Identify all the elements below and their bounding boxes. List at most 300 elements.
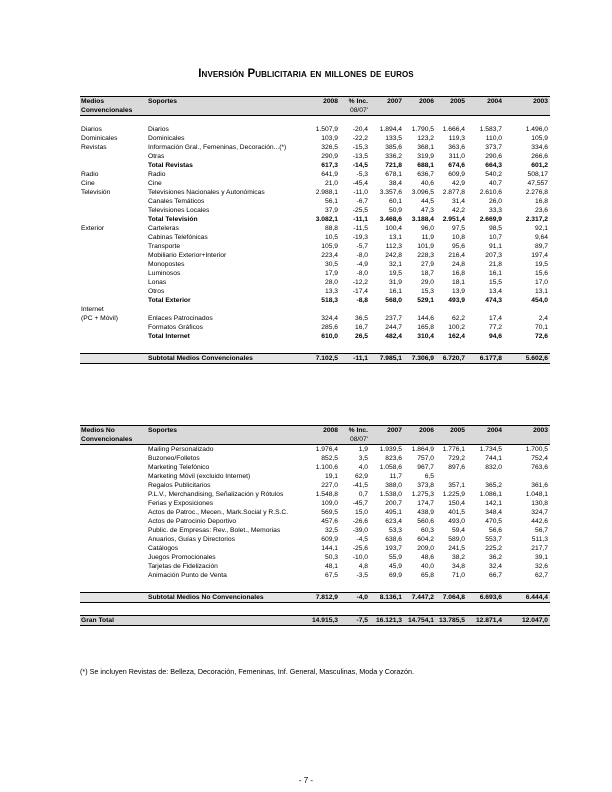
value-cell: 26,5 <box>354 333 368 340</box>
value-cell: 334,6 <box>531 144 548 151</box>
value-cell: 48,1 <box>324 563 338 570</box>
value-cell: -11,1 <box>353 216 368 223</box>
value-cell: 2.317,2 <box>525 216 548 223</box>
header-c9: 2003 <box>504 426 550 436</box>
value-cell: 29,0 <box>420 279 434 286</box>
value-cell: 16,7 <box>354 324 368 331</box>
value-cell: 897,6 <box>448 464 465 471</box>
table-row <box>80 233 550 242</box>
medio-cell <box>80 197 147 206</box>
header-blank <box>504 435 550 445</box>
value-cell: 729,2 <box>448 455 465 462</box>
value-cell: 59,4 <box>451 527 465 534</box>
table-row <box>80 472 550 481</box>
table-row <box>80 305 550 314</box>
value-cell: 50,9 <box>388 207 402 214</box>
value-cell: 109,0 <box>321 500 338 507</box>
medio-cell: Dominicales <box>81 135 118 142</box>
spacer-cell <box>467 580 504 593</box>
value-cell: 752,4 <box>531 455 548 462</box>
value-cell: 7.306,9 <box>404 354 436 364</box>
value-cell: 144,1 <box>321 545 338 552</box>
medio-cell <box>80 161 147 170</box>
value-cell: 40,7 <box>488 180 502 187</box>
value-cell: 71,0 <box>451 572 465 579</box>
value-cell: 13,4 <box>488 288 502 295</box>
value-cell: 89,7 <box>534 243 548 250</box>
value-cell: 4,0 <box>358 464 368 471</box>
value-cell: 326,5 <box>321 144 338 151</box>
value-cell: 34,8 <box>451 563 465 570</box>
table-row <box>80 161 550 170</box>
spacer-cell <box>147 580 299 593</box>
spacer-cell <box>404 341 436 354</box>
soporte-cell: Tarjetas de Fidelización <box>148 563 218 570</box>
header-c6: 2006 <box>404 426 436 436</box>
header-blank <box>370 435 404 445</box>
value-cell: 721,8 <box>385 162 402 169</box>
value-cell: 11,9 <box>421 234 434 241</box>
medio-cell <box>80 463 147 472</box>
table-header-row <box>80 106 550 116</box>
spacer-row <box>80 603 550 616</box>
medio-cell <box>80 454 147 463</box>
soporte-cell: Regalos Publicitarios <box>148 482 211 489</box>
value-cell: 197,4 <box>531 252 548 259</box>
value-cell: 601,2 <box>531 162 548 169</box>
value-cell: 357,1 <box>448 482 465 489</box>
table-row <box>80 332 550 341</box>
value-cell: 36,2 <box>488 554 502 561</box>
subtotal-label: Subtotal Medios Convencionales <box>147 354 299 364</box>
table-row <box>80 571 550 580</box>
table-row <box>80 562 550 571</box>
value-cell: 39,1 <box>534 554 548 561</box>
header-blank <box>299 435 340 445</box>
value-cell: 17,4 <box>488 315 502 322</box>
spacer-cell <box>370 116 404 126</box>
value-cell: 42,2 <box>451 207 465 214</box>
medio-cell: Radio <box>81 171 99 178</box>
blank-cell <box>147 616 299 626</box>
value-cell: 540,2 <box>485 171 502 178</box>
soporte-cell: Actos de Patrocinio Deportivo <box>148 518 237 525</box>
value-cell: 823,6 <box>385 455 402 462</box>
value-cell: 832,0 <box>485 464 502 471</box>
value-cell: -4,0 <box>340 593 370 603</box>
soporte-cell: P.L.V., Merchandising, Señalización y Rótulos <box>148 491 284 498</box>
value-cell: 2.951,4 <box>442 216 465 223</box>
value-cell: 174,7 <box>417 500 434 507</box>
value-cell: 216,4 <box>448 252 465 259</box>
value-cell: 1.583,7 <box>479 126 502 133</box>
medio-cell <box>80 242 147 251</box>
spacer-row <box>80 580 550 593</box>
value-cell: 30,5 <box>324 261 338 268</box>
value-cell: -41,5 <box>352 482 368 489</box>
header-blank <box>467 435 504 445</box>
value-cell: 110,0 <box>485 135 502 142</box>
value-cell: 105,9 <box>321 243 338 250</box>
value-cell: 225,2 <box>485 545 502 552</box>
soporte-cell: Anuarios, Guías y Directorios <box>148 536 235 543</box>
value-cell: 16,1 <box>388 288 402 295</box>
soporte-cell: Total Revistas <box>148 162 193 169</box>
value-cell: 2,4 <box>538 315 548 322</box>
value-cell: 7.812,9 <box>299 593 340 603</box>
header-medios: Medios No <box>80 426 147 436</box>
value-cell: 1.734,5 <box>479 446 502 453</box>
value-cell: 401,5 <box>448 509 465 516</box>
value-cell: 65,8 <box>420 572 434 579</box>
value-cell: 6,5 <box>424 473 434 480</box>
value-cell: 1.100,6 <box>315 464 338 471</box>
spacer-cell <box>80 580 147 593</box>
value-cell: -8,8 <box>356 297 368 304</box>
spacer-cell <box>80 341 147 354</box>
value-cell: 664,3 <box>485 162 502 169</box>
value-cell: 2.669,9 <box>479 216 502 223</box>
spacer-row <box>80 116 550 126</box>
header-medios-sub: Convencionales <box>80 106 147 116</box>
value-cell: 207,3 <box>485 252 502 259</box>
header-blank <box>404 435 436 445</box>
value-cell: 1.058,6 <box>379 464 402 471</box>
value-cell: 336,2 <box>385 153 402 160</box>
medio-cell: Televisión <box>81 189 111 196</box>
value-cell: 7.985,1 <box>370 354 404 364</box>
medio-cell <box>80 260 147 269</box>
value-cell: -11,1 <box>340 354 370 364</box>
value-cell: 33,3 <box>488 207 502 214</box>
spacer-cell <box>504 116 550 126</box>
value-cell: 47,3 <box>420 207 434 214</box>
spacer-cell <box>147 341 299 354</box>
soporte-cell: Otras <box>148 153 165 160</box>
value-cell: 852,5 <box>321 455 338 462</box>
spacer-cell <box>436 603 467 616</box>
spacer-cell <box>504 580 550 593</box>
value-cell: 13,3 <box>324 288 338 295</box>
table-row <box>80 170 550 179</box>
value-cell: 103,9 <box>321 135 338 142</box>
value-cell: 442,6 <box>531 518 548 525</box>
soporte-cell <box>147 305 299 314</box>
soporte-cell: Luminosos <box>148 270 181 277</box>
value-cell: 674,6 <box>448 162 465 169</box>
table-row <box>80 242 550 251</box>
value-cell: 15,5 <box>488 279 502 286</box>
value-cell <box>436 305 467 314</box>
header-medios: Medios <box>80 97 147 107</box>
medio-cell <box>80 499 147 508</box>
value-cell: 237,7 <box>385 315 402 322</box>
soporte-cell: Información Gral., Femeninas, Decoración...(*) <box>148 144 287 151</box>
medio-cell <box>80 269 147 278</box>
value-cell: -22,2 <box>352 135 368 142</box>
medio-cell <box>80 481 147 490</box>
value-cell: 16.121,3 <box>370 616 404 626</box>
value-cell: 1.894,4 <box>379 126 402 133</box>
value-cell: 457,6 <box>321 518 338 525</box>
value-cell: 482,4 <box>385 333 402 340</box>
medio-cell: Revistas <box>81 144 107 151</box>
value-cell: 3.096,5 <box>411 189 434 196</box>
value-cell: 242,8 <box>385 252 402 259</box>
value-cell: 3.082,1 <box>315 216 338 223</box>
value-cell: 13,9 <box>451 288 465 295</box>
value-cell: 1.538,0 <box>379 491 402 498</box>
value-cell: 23,6 <box>534 207 548 214</box>
table-row <box>80 251 550 260</box>
medio-cell <box>80 472 147 481</box>
header-soportes: Soportes <box>147 97 299 107</box>
spacer-cell <box>404 603 436 616</box>
value-cell: 130,8 <box>531 500 548 507</box>
value-cell: 17,9 <box>324 270 338 277</box>
value-cell: 6.693,6 <box>467 593 504 603</box>
subtotal-row <box>80 593 550 603</box>
medio-cell <box>80 526 147 535</box>
value-cell: 66,7 <box>488 572 502 579</box>
value-cell: 92,1 <box>534 225 548 232</box>
value-cell: 16,1 <box>488 270 502 277</box>
soporte-cell: Canales Temáticos <box>148 198 205 205</box>
value-cell: 2.276,8 <box>525 189 548 196</box>
value-cell: 45,9 <box>388 563 402 570</box>
subtotal-row <box>80 354 550 364</box>
value-cell: 13.785,5 <box>436 616 467 626</box>
value-cell: 1.864,9 <box>411 446 434 453</box>
value-cell: 15,3 <box>420 288 434 295</box>
soporte-cell: Marketing Telefónico <box>148 464 210 471</box>
spacer-cell <box>299 341 340 354</box>
value-cell: 1.225,9 <box>442 491 465 498</box>
value-cell: 454,0 <box>531 297 548 304</box>
value-cell: 319,9 <box>417 153 434 160</box>
table-row <box>80 188 550 197</box>
value-cell: 15,0 <box>354 509 368 516</box>
header-c5: 2007 <box>370 97 404 107</box>
table-row <box>80 152 550 161</box>
value-cell: 55,9 <box>388 554 402 561</box>
value-cell: 10,8 <box>451 234 465 241</box>
value-cell: 1.275,3 <box>411 491 434 498</box>
value-cell: 474,3 <box>485 297 502 304</box>
value-cell: 67,5 <box>324 572 338 579</box>
value-cell: 560,6 <box>417 518 434 525</box>
value-cell: -5,7 <box>356 243 368 250</box>
value-cell: 48,6 <box>420 554 434 561</box>
value-cell: 13,1 <box>534 288 548 295</box>
value-cell: -10,0 <box>352 554 368 561</box>
value-cell <box>436 472 467 481</box>
value-cell: 11,7 <box>389 473 402 480</box>
value-cell: -4,9 <box>356 261 368 268</box>
value-cell: 518,3 <box>321 297 338 304</box>
table-row <box>80 143 550 152</box>
value-cell: -45,4 <box>352 180 368 187</box>
header-c6: 2006 <box>404 97 436 107</box>
table-row <box>80 499 550 508</box>
header-blank <box>504 106 550 116</box>
soporte-cell: Mobiliario Exterior+Interior <box>148 252 227 259</box>
value-cell: 636,7 <box>417 171 434 178</box>
soporte-cell: Catálogos <box>148 545 179 552</box>
soporte-cell: Marketing Móvil (excluido Internet) <box>148 473 251 480</box>
spacer-cell <box>340 116 370 126</box>
value-cell: 373,7 <box>485 144 502 151</box>
value-cell: 14.915,3 <box>299 616 340 626</box>
soporte-cell: Mailing Personalizado <box>148 446 214 453</box>
soporte-cell: Actos de Patroc., Mecen., Mark.Social y R.S.C. <box>148 509 289 516</box>
table-row <box>80 269 550 278</box>
soporte-cell: Televisiones Nacionales y Autonómicas <box>148 189 265 196</box>
spacer-cell <box>299 116 340 126</box>
value-cell: 385,6 <box>385 144 402 151</box>
value-cell: 16,8 <box>451 270 465 277</box>
value-cell: 36,5 <box>354 315 368 322</box>
medio-cell <box>80 152 147 161</box>
value-cell: 1.496,0 <box>525 126 548 133</box>
spacer-cell <box>370 341 404 354</box>
table-row <box>80 278 550 287</box>
value-cell: -11,5 <box>353 225 368 232</box>
value-cell: 244,7 <box>385 324 402 331</box>
soporte-cell: Lonas <box>148 279 167 286</box>
table-row <box>80 481 550 490</box>
value-cell: 529,1 <box>417 297 434 304</box>
header-c3: 2008 <box>299 426 340 436</box>
value-cell: -4,5 <box>356 536 368 543</box>
value-cell: 3.357,6 <box>379 189 402 196</box>
soporte-cell: Cabinas Telefónicas <box>148 234 208 241</box>
value-cell: 4,8 <box>358 563 368 570</box>
spacer-cell <box>147 116 299 126</box>
value-cell: 388,0 <box>385 482 402 489</box>
value-cell: 688,1 <box>417 162 434 169</box>
value-cell: 568,0 <box>385 297 402 304</box>
value-cell: 290,9 <box>321 153 338 160</box>
soporte-cell: Ferias y Exposiciones <box>148 500 214 507</box>
value-cell: -5,3 <box>356 171 368 178</box>
value-cell: 17,0 <box>534 279 548 286</box>
value-cell: 53,3 <box>388 527 402 534</box>
non-conventional-media-table <box>80 425 550 626</box>
header-blank <box>299 106 340 116</box>
value-cell: 7.064,8 <box>436 593 467 603</box>
header-blank <box>404 106 436 116</box>
value-cell: 32,1 <box>388 261 402 268</box>
value-cell: 31,9 <box>388 279 402 286</box>
soporte-cell: Diarios <box>148 126 169 133</box>
medio-cell <box>80 278 147 287</box>
value-cell: 3,5 <box>358 455 368 462</box>
value-cell: 14.754,1 <box>404 616 436 626</box>
value-cell: 88,8 <box>324 225 338 232</box>
table-row <box>80 535 550 544</box>
value-cell: -14,5 <box>352 162 368 169</box>
value-cell: 7.102,5 <box>299 354 340 364</box>
spacer-cell <box>504 603 550 616</box>
value-cell: 32,5 <box>324 527 338 534</box>
value-cell: 2.988,1 <box>315 189 338 196</box>
value-cell: -13,5 <box>352 153 368 160</box>
value-cell: 6.444,4 <box>504 593 550 603</box>
table-row <box>80 224 550 233</box>
value-cell: -6,7 <box>356 198 368 205</box>
value-cell: 119,3 <box>448 135 465 142</box>
value-cell: 1.048,1 <box>525 491 548 498</box>
value-cell: 32,4 <box>488 563 502 570</box>
soporte-cell: Televisiones Locales <box>148 207 210 214</box>
value-cell: -19,3 <box>352 234 368 241</box>
spacer-cell <box>370 603 404 616</box>
value-cell: 42,9 <box>451 180 465 187</box>
value-cell: 641,9 <box>321 171 338 178</box>
value-cell: 38,2 <box>451 554 465 561</box>
value-cell: 285,6 <box>321 324 338 331</box>
soporte-cell: Public. de Empresas: Rev., Bolet., Memorias <box>148 527 281 534</box>
table-row <box>80 314 550 323</box>
soporte-cell: Total Televisión <box>148 216 198 223</box>
value-cell: 10,7 <box>488 234 502 241</box>
value-cell: -20,4 <box>352 126 368 133</box>
spacer-cell <box>340 580 370 593</box>
value-cell: 209,0 <box>417 545 434 552</box>
medio-cell: Internet <box>81 306 104 313</box>
value-cell: 13,1 <box>388 234 402 241</box>
header-blank <box>147 106 299 116</box>
spacer-cell <box>436 116 467 126</box>
medio-cell <box>80 251 147 260</box>
spacer-cell <box>299 580 340 593</box>
value-cell: 18,1 <box>451 279 465 286</box>
value-cell <box>340 305 370 314</box>
value-cell: 373,8 <box>417 482 434 489</box>
value-cell: -17,4 <box>352 288 368 295</box>
value-cell: 241,5 <box>448 545 465 552</box>
value-cell: 217,7 <box>531 545 548 552</box>
value-cell: 37,9 <box>324 207 338 214</box>
soporte-cell: Transporte <box>148 243 181 250</box>
table-row <box>80 323 550 332</box>
value-cell: 1.776,1 <box>442 446 465 453</box>
value-cell: 678,1 <box>385 171 402 178</box>
header-c4a: % Inc. <box>340 426 370 436</box>
medio-cell <box>80 535 147 544</box>
value-cell: 363,6 <box>448 144 465 151</box>
value-cell: 623,4 <box>385 518 402 525</box>
value-cell: 3.188,4 <box>411 216 434 223</box>
table-header-row <box>80 435 550 445</box>
medio-cell <box>80 332 147 341</box>
value-cell: 3.468,6 <box>379 216 402 223</box>
value-cell: 19,1 <box>324 473 338 480</box>
table-row <box>80 197 550 206</box>
value-cell: 348,4 <box>485 509 502 516</box>
spacer-cell <box>80 603 147 616</box>
value-cell: 310,4 <box>417 333 434 340</box>
spacer-cell <box>467 603 504 616</box>
value-cell: 44,5 <box>420 198 434 205</box>
medio-cell <box>80 490 147 499</box>
value-cell: -7,5 <box>340 616 370 626</box>
value-cell: -25,5 <box>352 207 368 214</box>
value-cell: 31,4 <box>451 198 465 205</box>
header-c7: 2005 <box>436 97 467 107</box>
value-cell <box>404 305 436 314</box>
